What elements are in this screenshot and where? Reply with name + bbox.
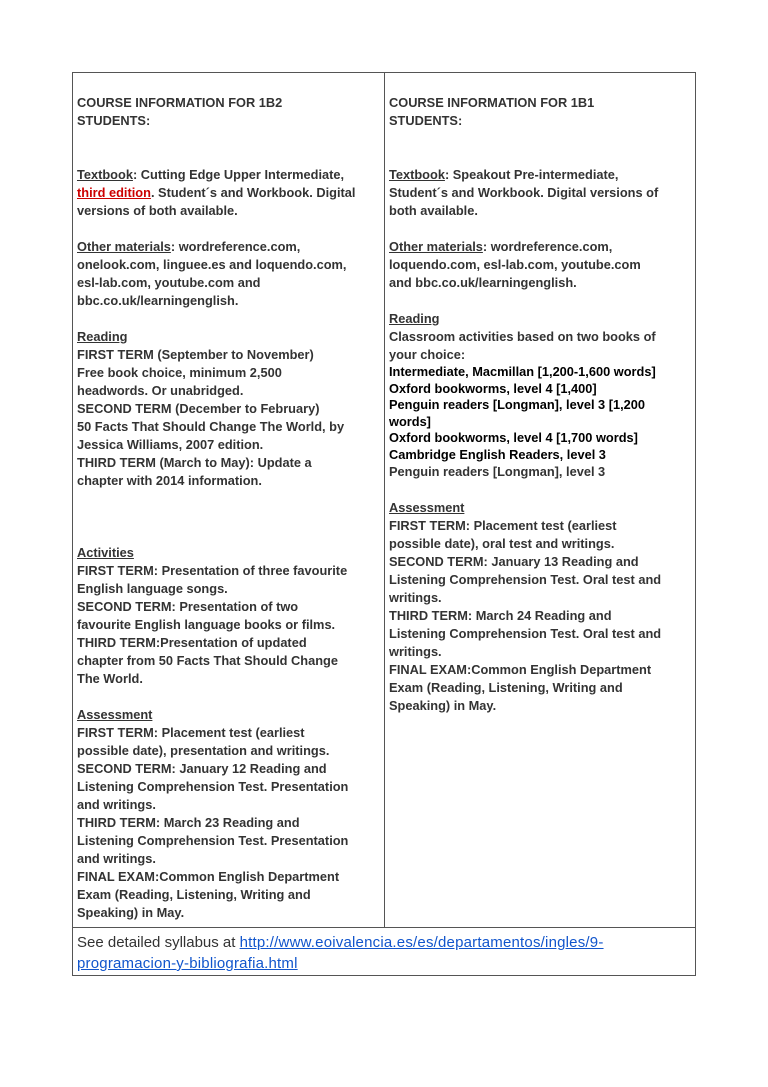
activities-line: THIRD TERM:Presentation of updated (77, 635, 307, 650)
textbook-label: Textbook (77, 167, 133, 182)
book-item: Intermediate, Macmillan [1,200-1,600 words] (389, 364, 656, 379)
activities-label: Activities (77, 545, 134, 560)
assessment-line: Exam (Reading, Listening, Writing and (77, 887, 311, 902)
textbook-label: Textbook (389, 167, 445, 182)
textbook-line: Student´s and Workbook. Digital versions of (389, 185, 659, 200)
assessment-label: Assessment (389, 500, 465, 515)
assessment-line: FIRST TERM: Placement test (earliest (77, 725, 305, 740)
assessment-line: possible date), presentation and writings. (77, 743, 330, 758)
assessment-line: Listening Comprehension Test. Oral test and (389, 626, 662, 641)
edition-note: third edition (77, 185, 151, 200)
materials-line: onelook.com, linguee.es and loquendo.com, (77, 257, 347, 272)
column-1b1 (385, 73, 696, 927)
assessment-line: Listening Comprehension Test. Presentation (77, 833, 349, 848)
materials-label: Other materials (77, 239, 171, 254)
reading-line: Jessica Williams, 2007 edition. (77, 437, 264, 452)
reading-line: Classroom activities based on two books of (389, 329, 656, 344)
heading-line: COURSE INFORMATION FOR 1B2 (77, 95, 283, 110)
assessment-line: FINAL EXAM:Common English Department (77, 869, 340, 884)
assessment-line: SECOND TERM: January 12 Reading and (77, 761, 327, 776)
assessment-line: and writings. (77, 851, 156, 866)
assessment-line: Listening Comprehension Test. Presentation (77, 779, 349, 794)
assessment-line: and writings. (77, 797, 156, 812)
materials-line: esl-lab.com, youtube.com and (77, 275, 261, 290)
assessment-line: Speaking) in May. (77, 905, 185, 920)
assessment-line: SECOND TERM: January 13 Reading and (389, 554, 639, 569)
book-item: Penguin readers [Longman], level 3 [1,200 (389, 397, 646, 412)
textbook-line: third edition. Student´s and Workbook. Digital (77, 185, 356, 200)
assessment-line: THIRD TERM: March 24 Reading and (389, 608, 612, 623)
activities-line: chapter from 50 Facts That Should Change (77, 653, 338, 668)
assessment-line: writings. (389, 644, 442, 659)
assessment-line: THIRD TERM: March 23 Reading and (77, 815, 300, 830)
activities-line: English language songs. (77, 581, 228, 596)
activities-line: favourite English language books or films. (77, 617, 336, 632)
syllabus-link[interactable]: http://www.eoivalencia.es/es/departamentos/ingles/9- (239, 934, 604, 951)
materials-line: Other materials: wordreference.com, (77, 239, 301, 254)
activities-line: FIRST TERM: Presentation of three favourite (77, 563, 348, 578)
reading-label: Reading (389, 311, 440, 326)
heading-line: COURSE INFORMATION FOR 1B1 (389, 95, 595, 110)
syllabus-link-continued[interactable]: programacion-y-bibliografia.html (77, 955, 298, 972)
book-item: Cambridge English Readers, level 3 (389, 446, 606, 462)
reading-line: Penguin readers [Longman], level 3 (389, 464, 606, 479)
activities-line: SECOND TERM: Presentation of two (77, 599, 299, 614)
reading-line: 50 Facts That Should Change The World, by (77, 419, 345, 434)
reading-line: your choice: (389, 347, 466, 362)
footer-prefix: See detailed syllabus at (77, 934, 240, 951)
reading-line: SECOND TERM (December to February) (77, 401, 320, 416)
reading-label: Reading (77, 329, 128, 344)
materials-label: Other materials (389, 239, 483, 254)
book-list (389, 364, 696, 463)
materials-line: and bbc.co.uk/learningenglish. (389, 275, 577, 290)
book-item: words] (389, 413, 431, 429)
materials-line: bbc.co.uk/learningenglish. (77, 293, 239, 308)
textbook-line: Textbook: Cutting Edge Upper Intermediate, (77, 167, 345, 182)
assessment-line: possible date), oral test and writings. (389, 536, 615, 551)
reading-line: Free book choice, minimum 2,500 (77, 365, 282, 380)
assessment-line: Exam (Reading, Listening, Writing and (389, 680, 623, 695)
syllabus-footer (73, 927, 695, 975)
heading-line: STUDENTS: (389, 113, 463, 128)
assessment-label: Assessment (77, 707, 153, 722)
assessment-line: Speaking) in May. (389, 698, 497, 713)
materials-line: Other materials: wordreference.com, (389, 239, 613, 254)
reading-line: headwords. Or unabridged. (77, 383, 244, 398)
assessment-line: FINAL EXAM:Common English Department (389, 662, 652, 677)
textbook-line: versions of both available. (77, 203, 238, 218)
course-info-table (72, 72, 696, 976)
column-1b2 (73, 73, 385, 927)
book-item: Oxford bookworms, level 4 [1,400] (389, 380, 597, 396)
textbook-line: both available. (389, 203, 478, 218)
reading-line: chapter with 2014 information. (77, 473, 262, 488)
assessment-line: FIRST TERM: Placement test (earliest (389, 518, 617, 533)
assessment-line: writings. (389, 590, 442, 605)
materials-line: loquendo.com, esl-lab.com, youtube.com (389, 257, 641, 272)
textbook-line: Textbook: Speakout Pre-intermediate, (389, 167, 619, 182)
reading-line: FIRST TERM (September to November) (77, 347, 314, 362)
book-item: Oxford bookworms, level 4 [1,700 words] (389, 430, 638, 445)
assessment-line: Listening Comprehension Test. Oral test and (389, 572, 662, 587)
activities-line: The World. (77, 671, 143, 686)
reading-line: THIRD TERM (March to May): Update a (77, 455, 312, 470)
heading-line: STUDENTS: (77, 113, 151, 128)
